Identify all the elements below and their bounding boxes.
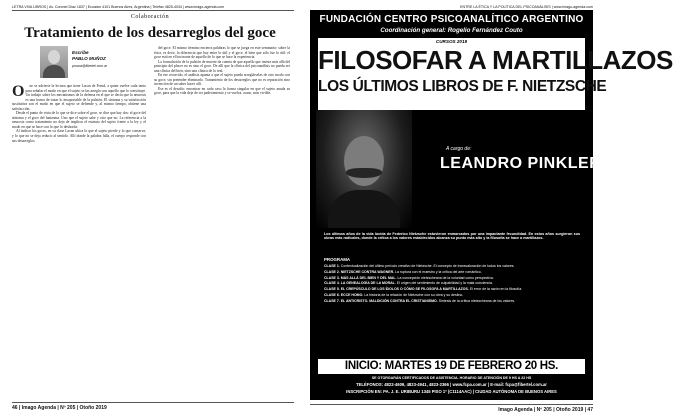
ad-coordination: Coordinación general: Rogelio Fernández Couto [380, 27, 523, 34]
class-item: CLASE 2. NIETZSCHE CONTRA WAGNER. La ruptura con el maestro y la crítica del arte romántico. [324, 269, 482, 274]
ad-speaker: LEANDRO PINKLER [440, 155, 602, 172]
ad-organization: FUNDACIÓN CENTRO PSICOANALÍTICO ARGENTINO [319, 14, 584, 25]
paragraph: Al indicar los goces, en su clase Lacan ubica lo que el sujeto pierde y lo que conserva, y lo que no se deja reducir al sentido. Allí donde la palabra falla, el cuerpo responde con sus desarreglos. [12, 129, 146, 143]
right-page [300, 0, 673, 419]
ad-contact-address: INSCRIPCIÓN EN: PA. J. E. URIBURU 1345 PISO 1º (C1114AAC) | CIUDAD AUTÓNOMA DE BUENOS AIRES [346, 389, 557, 394]
ad-course-label: CURSOS 2019 [435, 39, 468, 44]
right-page-header: ENTRE LA ÉTICA Y LA POLÍTICA DEL PSICOANÁLISIS | www.imago-agenda.com [460, 5, 593, 9]
author-photo [40, 46, 68, 78]
class-item: CLASE 3. MÁS ALLÁ DEL BIEN Y DEL MAL. La concepción nietzscheana de la voluntad como perspectiva. [324, 275, 494, 280]
ad-program-label: PROGRAMA [324, 257, 351, 262]
class-item: CLASE 6. ECCE HOMO. La historia de la relación de Nietzsche con su obra y su destino. [324, 292, 464, 297]
ad-cargo-label: A cargo de: [446, 146, 472, 152]
drop-cap: O [12, 83, 25, 100]
paragraph: ne se advierte la lectura que tiene Lacan de Freud, a quien vuelve cada tanto para señalar el modo en que el sujeto se las arregla con aquello que lo constituye. Un trabajo sobre los mecanismos de la defensa en el que se decía que la neurosis es una forma de tratar lo insoportable de la pulsión. El síntoma y su satisfacción sustitutiva son el modo en que el sujeto se defiende y, al mismo tiempo, obtiene una satisfacción. [12, 84, 146, 111]
paragraph: En ese recorrido, el análisis apunta a que el sujeto pueda arreglárselas de otro modo con su goce, sin pretender eliminarlo. Tratamiento de los desarreglos que no es reparación sino invención de un saber hacer allí. [154, 73, 290, 87]
section-label: Colaboración [130, 14, 170, 20]
ad-subheadline: LOS ÚLTIMOS LIBROS DE F. NIETZSCHE [318, 78, 607, 95]
class-item: CLASE 7. EL ANTICRISTO. MALDICIÓN CONTRA EL CRISTIANISMO. Síntesis de la crítica nietzscheana de los valores. [324, 298, 516, 303]
ad-headline-band [318, 38, 673, 110]
ad-intro-text: Los últimos años de la vida lúcida de Federico Nietzsche estuvieron enmarcados por una impactante fecundidad. En estos años surgieron sus obras más radicales, donde la crítica a los valores establecidos alcanza su punto más alto y la filosofía se hace a martillazos. [324, 232, 580, 241]
class-item: CLASE 4. LA GENEALOGÍA DE LA MORAL. El origen del sentimiento de culpabilidad y la mala conciencia. [324, 281, 493, 286]
class-item: CLASE 1. Contextualización del último período creativo de Nietzsche. El concepto de transvaloración de todos los valores. [324, 264, 515, 268]
paragraph: Ese es el desafío: encontrar en cada caso la forma singular en que el sujeto anuda su goce, para que la vida deje de ser padecimiento y se vuelva, acaso, más vivible. [154, 86, 290, 96]
author-email: pmuoz@fibertel.com.ar [72, 64, 108, 68]
ad-start-date: INICIO: MARTES 19 DE FEBRERO 20 HS. [318, 359, 585, 374]
article-column-1 [12, 84, 146, 396]
course-advertisement [310, 10, 673, 400]
nietzsche-portrait [316, 110, 412, 228]
article-column-2 [154, 46, 290, 396]
ad-certificate-note: SE OTORGARÁN CERTIFICADOS DE ASISTENCIA. HORARIO DE ATENCIÓN DE 9 HS A 22 HS [371, 376, 532, 380]
left-page-header: LETRA VIVA LIBROS | Av. Coronel Díaz 1837 | Ecuador 4101 Buenos Aires, Argentina | Telefax 4825-4034 | www.imago-agenda.com [12, 5, 294, 11]
author-name: PABLO MUÑOZ [72, 56, 106, 61]
author-label: Escribe [72, 50, 89, 55]
ad-class-list [324, 264, 580, 304]
article-title: Tratamiento de los desarreglos del goce [24, 25, 276, 41]
paragraph: La formulación de la pulsión de muerte da cuenta de que aquello que insiste más allá del principio del placer no es sino el goce. De allí que la clínica del psicoanálisis no pueda ser una clínica del bien, sino una clínica de lo real. [154, 59, 290, 73]
left-page [0, 0, 300, 419]
paragraph: Desde el punto de vista de lo que se dice sobre el goce, se dice que hay dos: el goce del síntoma y el goce del fantasma. Uno que el sujeto sabe y otro que no. La referencia a la neurosis como tratamiento no deja de implicar el estatuto del sujeto frente a la ley y el modo en que se hace con lo que lo desborda. [12, 111, 146, 129]
ad-contact-phones: TELÉFONOS: 4822-4609, 4823-4941, 4823-2366 | www.fcpa.com.ar | E-mail: fcpa@fibertel.com.ar [356, 382, 547, 387]
paragraph: del goce. El mismo término encierra palabras lo que se juega en este seminario: sobre la ética, es decir, la diferencia que hay entre lo útil y el goce, el bien que sólo fue lo útil: el goce está en el horizonte de aquello de lo que se hace la experiencia. [154, 46, 290, 60]
right-page-footer: Imago Agenda | Nº 205 | Otoño 2019 | 47 [310, 404, 593, 413]
author-box [40, 46, 110, 80]
ad-headline: FILOSOFAR A MARTILLAZOS [318, 45, 673, 75]
left-page-footer: 46 | Imago Agenda | Nº 205 | Otoño 2019 [12, 402, 294, 411]
class-item: CLASE 5. EL CREPÚSCULO DE LOS ÍDOLOS O CÓMO SE FILOSOFA A MARTILLAZOS. El error de la razón en la filosofía. [324, 287, 523, 291]
